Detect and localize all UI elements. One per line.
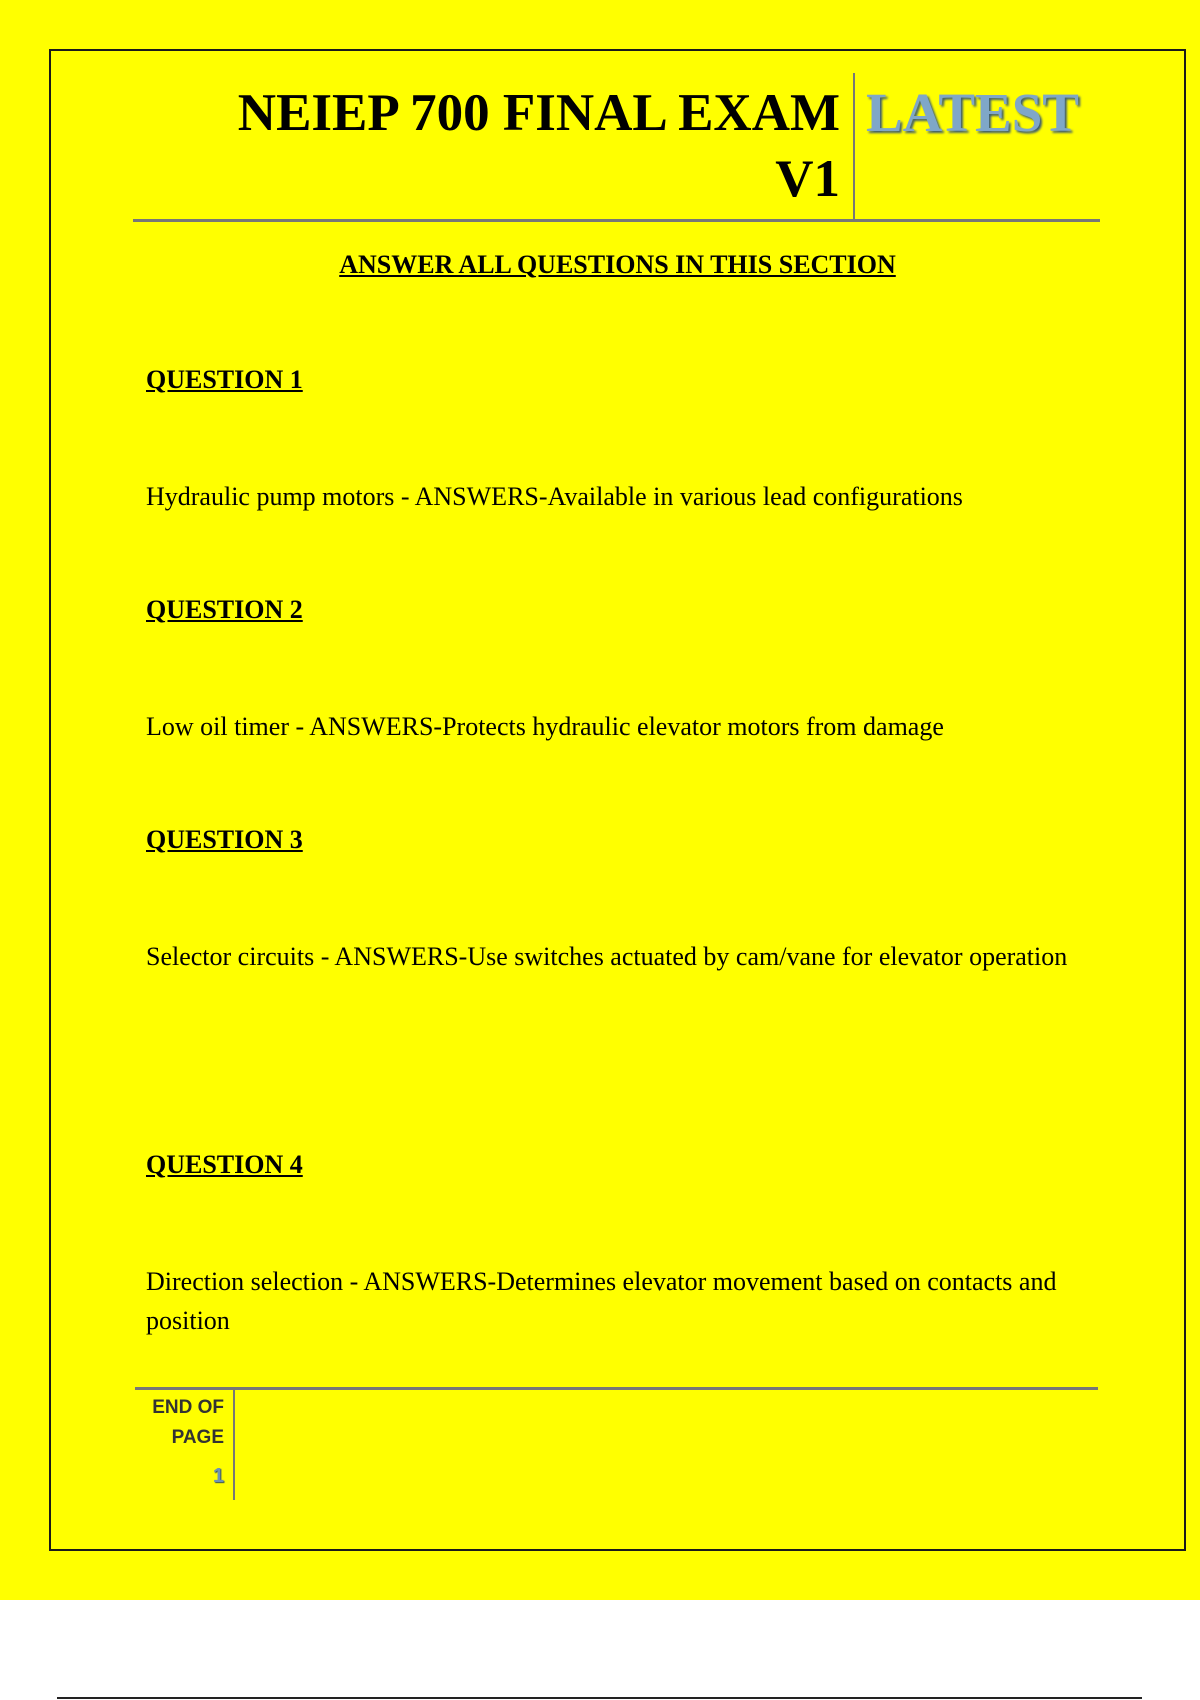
footer-label-line1: END OF bbox=[152, 1397, 224, 1418]
question-4-heading: QUESTION 4 bbox=[146, 1150, 303, 1179]
question-2-text: Low oil timer - ANSWERS-Protects hydraulic elevator motors from damage bbox=[146, 712, 944, 741]
title-divider bbox=[853, 73, 855, 220]
section-heading: ANSWER ALL QUESTIONS IN THIS SECTION bbox=[339, 250, 896, 279]
footer-page-number: 1 bbox=[212, 1465, 224, 1487]
title-badge: LATEST bbox=[866, 82, 1079, 143]
title-version: V1 bbox=[775, 150, 840, 208]
question-4-text: Direction selection - ANSWERS-Determines elevator movement based on contacts and position bbox=[146, 1267, 1057, 1335]
footer-label-line2: PAGE bbox=[171, 1427, 224, 1448]
page-title bbox=[150, 80, 840, 212]
footer-label bbox=[130, 1393, 224, 1453]
question-2-heading: QUESTION 2 bbox=[146, 595, 303, 624]
title-main: NEIEP 700 FINAL EXAM bbox=[237, 84, 840, 142]
footer-divider bbox=[233, 1390, 235, 1500]
question-3-text: Selector circuits - ANSWERS-Use switches actuated by cam/vane for elevator operation bbox=[146, 942, 1068, 971]
title-rule bbox=[133, 219, 1100, 222]
question-1-heading: QUESTION 1 bbox=[146, 365, 303, 394]
question-3-heading: QUESTION 3 bbox=[146, 825, 303, 854]
bottom-rule bbox=[57, 1697, 1142, 1699]
footer-rule bbox=[135, 1387, 1098, 1390]
question-1-text: Hydraulic pump motors - ANSWERS-Available in various lead configurations bbox=[146, 482, 963, 511]
